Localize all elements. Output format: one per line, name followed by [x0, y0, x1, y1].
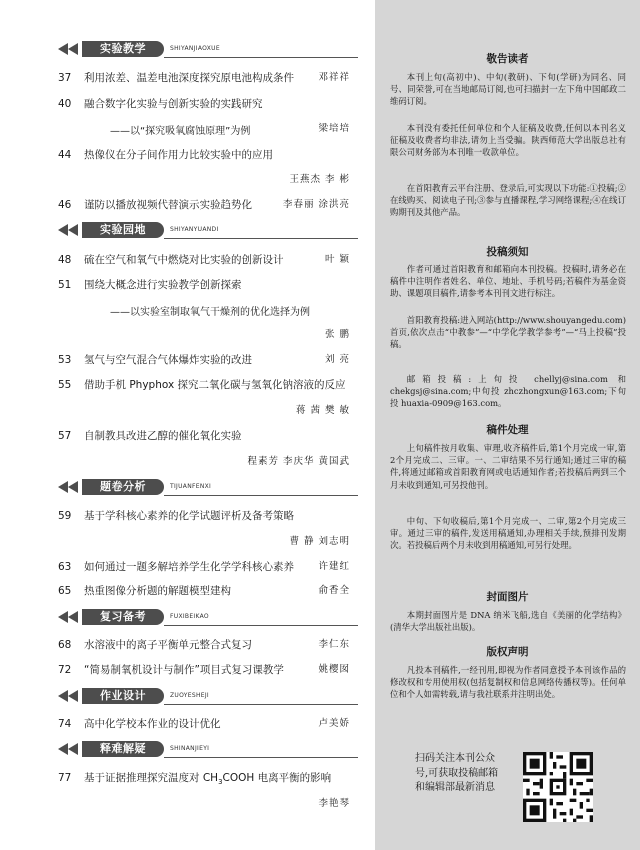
section-label: 释难解疑: [82, 741, 164, 757]
article-subtitle: ——以“探究吸氧腐蚀原理”为例: [110, 126, 251, 137]
section-pinyin: FUXIBEIKAO: [170, 613, 209, 620]
subscript: 3: [218, 778, 223, 787]
section-label: 复习备考: [82, 609, 164, 625]
author: 蒋 茜 樊 敏: [295, 405, 350, 416]
page-number: 48: [58, 254, 72, 266]
author: 梁培培: [318, 123, 350, 134]
page-number: 77: [58, 772, 72, 784]
author: 张 鹏: [324, 329, 350, 340]
qr-code-icon[interactable]: [523, 752, 593, 822]
author: 邓祥祥: [318, 72, 350, 83]
section-label: 实验教学: [82, 41, 164, 57]
page-number: 53: [58, 354, 72, 366]
notice-heading: 版权声明: [486, 646, 529, 658]
author: 许建红: [318, 561, 350, 572]
article-title: 自制教具改进乙醇的催化氧化实验: [84, 430, 242, 442]
notice-panel: [375, 0, 640, 850]
divider: [164, 704, 358, 705]
notice-paragraph: 上旬稿件按月收集、审理,收齐稿件后,第1个月完成一审,第2个月完成二、三审。一、二审结果不另行通知;通过三审的稿件,将通过邮箱或首阳教育网或电话通知作者;若投稿后两到三个月未收到通知,可另投他刊。: [390, 443, 626, 490]
title-part: COOH 电离平衡的影响: [222, 772, 332, 784]
author: 姚樱囡: [318, 664, 350, 675]
author: 李艳琴: [318, 798, 350, 809]
notice-paragraph: 本刊没有委托任何单位和个人征稿及收费,任何以本刊名义征稿及收费者均非法,请勿上当受骗。陕西师范大学出版总社有限公司财务部为本刊唯一收款单位。: [390, 123, 626, 158]
notice-paragraph: 本期封面图片是 DNA 纳米飞船,选自《美丽的化学结构》(清华大学出版社出版)。: [390, 610, 626, 633]
notice-heading: 投稿须知: [486, 246, 529, 258]
section-pinyin: SHIYANYUANDI: [170, 226, 219, 233]
double-arrow-icon: [58, 43, 82, 55]
notice-paragraph: 首阳教育投稿:进入网站(http://www.shouyangedu.com)首页,依次点击“中教参”—“中学化学教学参考”—“马上投稿”投稿。: [390, 315, 626, 350]
page-number: 37: [58, 72, 72, 84]
notice-paragraph: 邮箱投稿:上旬投 chellyj@sina.com 和 chekgsj@sina.com;中旬投 zhczhongxun@163.com;下旬投 huaxia-0909@163.com。: [390, 374, 626, 409]
double-arrow-icon: [58, 224, 82, 236]
page-number: 40: [58, 98, 72, 110]
section-header-shiyan-yuandi: [58, 221, 358, 239]
divider: [164, 625, 358, 626]
page-number: 44: [58, 149, 72, 161]
page-number: 59: [58, 510, 72, 522]
page-number: 74: [58, 718, 72, 730]
notice-heading: 稿件处理: [486, 424, 529, 436]
article-title: 如何通过一题多解培养学生化学学科核心素养: [84, 561, 294, 573]
double-arrow-icon: [58, 690, 82, 702]
article-title: 谨防以播放视频代替演示实验趋势化: [84, 199, 252, 211]
qr-caption: 扫码关注本刊公众号,可获取投稿邮箱和编辑部最新消息: [415, 753, 499, 793]
divider: [164, 757, 358, 758]
section-header-tijuan-fenxi: [58, 478, 358, 496]
title-part: 基于证据推理探究温度对 CH: [84, 772, 219, 784]
section-header-fuxi-beikao: [58, 608, 358, 626]
divider: [164, 57, 358, 58]
page-number: 55: [58, 379, 72, 391]
article-title: 基于学科核心素养的化学试题评析及备考策略: [84, 510, 294, 522]
article-title: 借助手机 Phyphox 探究二氧化碳与氢氧化钠溶液的反应: [84, 379, 346, 391]
section-pinyin: SHINANJIEYI: [170, 745, 210, 752]
section-pinyin: TIJUANFENXI: [170, 483, 212, 490]
page-number: 72: [58, 664, 72, 676]
notice-paragraph: 作者可通过首阳教育和邮箱向本刊投稿。投稿时,请务必在稿件中注明作者姓名、单位、地址、手机号码;若稿件为基金资助、课题项目稿件,请参考本刊刊文进行标注。: [390, 264, 626, 299]
notice-paragraph: 中旬、下旬收稿后,第1个月完成一、二审,第2个月完成三审。通过三审的稿件,发送用稿通知,办理相关手续,预排刊发期次。若投稿后两个月未收到用稿通知,可另行处理。: [390, 516, 626, 551]
section-pinyin: ZUOYESHEJI: [170, 692, 210, 699]
notice-heading: 封面图片: [486, 591, 529, 603]
notice-paragraph: 在首阳教育云平台注册、登录后,可实现以下功能:①投稿;②在线购买、阅读电子刊;③参与直播课程,学习网络课程;④在线订购期刊及其他产品。: [390, 183, 626, 218]
article-title: “简易制氧机设计与制作”项目式复习课教学: [84, 664, 284, 676]
author: 王燕杰 李 彬: [289, 174, 350, 185]
article-title: 热重图像分析题的解题模型建构: [84, 585, 231, 597]
section-header-shinan-jieyi: [58, 740, 358, 758]
author: 程素芳 李庆华 黄国武: [247, 456, 350, 467]
article-title: 利用浓差、温差电池深度探究原电池构成条件: [84, 72, 294, 84]
article-title: 氢气与空气混合气体爆炸实验的改进: [84, 354, 252, 366]
article-title: 融合数字化实验与创新实验的实践研究: [84, 98, 263, 110]
notice-heading: 敬告读者: [486, 53, 529, 65]
page-number: 68: [58, 639, 72, 651]
article-title: 热像仪在分子间作用力比较实验中的应用: [84, 149, 273, 161]
article-title: 水溶液中的离子平衡单元整合式复习: [84, 639, 252, 651]
article-title: 硫在空气和氧气中燃烧对比实验的创新设计: [84, 254, 284, 266]
article-title: 高中化学校本作业的设计优化: [84, 718, 221, 730]
author: 俞香全: [318, 585, 350, 596]
section-label: 实验园地: [82, 222, 164, 238]
author: 曹 静 刘志明: [289, 536, 350, 547]
divider: [164, 495, 358, 496]
section-header-zuoye-sheji: [58, 687, 358, 705]
author: 李春丽 涂洪亮: [282, 199, 350, 210]
author: 叶 颖: [324, 254, 350, 265]
page-number: 57: [58, 430, 72, 442]
page-number: 46: [58, 199, 72, 211]
notice-paragraph: 本刊上旬(高初中)、中旬(教研)、下旬(学研)为同名、同号、同荣誉,可在当地邮局订阅,也可扫描封一左下角中国邮政二维码订阅。: [390, 72, 626, 107]
article-title: 围绕大概念进行实验教学创新探索: [84, 279, 242, 291]
author: 卢美娇: [318, 718, 350, 729]
page-number: 65: [58, 585, 72, 597]
section-label: 题卷分析: [82, 479, 164, 495]
section-pinyin: SHIYANJIAOXUE: [170, 45, 220, 52]
article-subtitle: ——以实验室制取氧气干燥剂的优化选择为例: [110, 307, 310, 318]
double-arrow-icon: [58, 481, 82, 493]
page-number: 51: [58, 279, 72, 291]
double-arrow-icon: [58, 611, 82, 623]
notice-paragraph: 凡投本刊稿件,一经刊用,即视为作者同意授予本刊该作品的修改权和专用使用权(包括复制权和信息网络传播权等)。任何单位和个人如需转载,请与我社联系并注明出处。: [390, 665, 626, 700]
article-title: [84, 771, 331, 789]
section-label: 作业设计: [82, 688, 164, 704]
author: 刘 亮: [324, 354, 350, 365]
divider: [164, 238, 358, 239]
double-arrow-icon: [58, 743, 82, 755]
author: 李仁东: [318, 639, 350, 650]
page-number: 63: [58, 561, 72, 573]
section-header-shiyan-jiaoxue: [58, 40, 358, 58]
